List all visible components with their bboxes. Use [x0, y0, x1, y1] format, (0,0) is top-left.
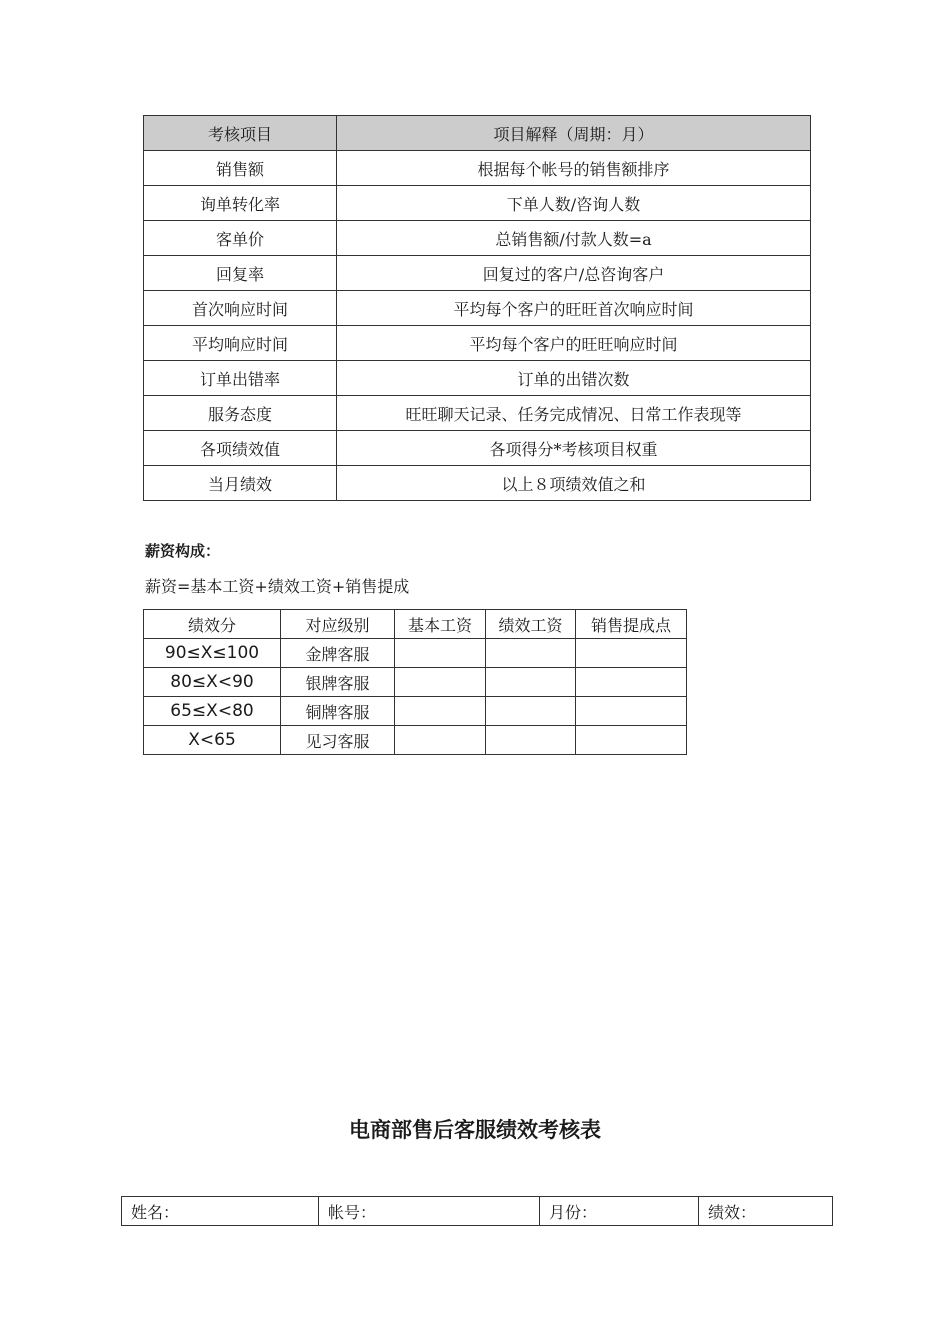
form-title: 电商部售后客服绩效考核表 — [349, 1118, 601, 1142]
column-header: 绩效工资 — [486, 610, 576, 639]
table-row — [144, 361, 811, 396]
table-cell: 见习客服 — [281, 726, 395, 755]
table-cell: 铜牌客服 — [281, 697, 395, 726]
salary-heading: 薪资构成： — [145, 542, 221, 560]
table-cell — [486, 726, 576, 755]
performance-field: 绩效： — [699, 1197, 833, 1226]
table-row — [144, 697, 687, 726]
account-field: 帐号： — [319, 1197, 540, 1226]
table-row — [144, 668, 687, 697]
table-cell: 总销售额/付款人数=a — [337, 221, 811, 256]
employee-info-table — [121, 1196, 833, 1226]
table-cell: 平均每个客户的旺旺首次响应时间 — [337, 291, 811, 326]
table-header-row — [144, 116, 811, 151]
table-cell: 银牌客服 — [281, 668, 395, 697]
assessment-table — [143, 115, 811, 501]
column-header: 对应级别 — [281, 610, 395, 639]
table-row — [144, 291, 811, 326]
table-cell: 90≤X≤100 — [144, 639, 281, 668]
table-row — [144, 186, 811, 221]
table-cell — [486, 639, 576, 668]
table-cell — [486, 668, 576, 697]
table-row — [144, 151, 811, 186]
table-cell: 销售额 — [144, 151, 337, 186]
column-header: 考核项目 — [144, 116, 337, 151]
table-cell: 当月绩效 — [144, 466, 337, 501]
table-row — [144, 431, 811, 466]
table-cell — [576, 697, 687, 726]
table-cell: 金牌客服 — [281, 639, 395, 668]
table-cell: 订单的出错次数 — [337, 361, 811, 396]
table-cell: 各项绩效值 — [144, 431, 337, 466]
table-cell: X<65 — [144, 726, 281, 755]
salary-formula: 薪资=基本工资+绩效工资+销售提成 — [145, 577, 410, 596]
name-field: 姓名： — [122, 1197, 319, 1226]
table-row — [144, 221, 811, 256]
column-header: 项目解释（周期：月） — [337, 116, 811, 151]
table-cell: 各项得分*考核项目权重 — [337, 431, 811, 466]
table-row — [144, 326, 811, 361]
table-row — [144, 726, 687, 755]
table-cell: 首次响应时间 — [144, 291, 337, 326]
table-cell: 服务态度 — [144, 396, 337, 431]
table-cell: 平均每个客户的旺旺响应时间 — [337, 326, 811, 361]
table-cell — [486, 697, 576, 726]
table-cell — [576, 668, 687, 697]
table-cell: 下单人数/咨询人数 — [337, 186, 811, 221]
table-cell: 回复率 — [144, 256, 337, 291]
table-cell: 询单转化率 — [144, 186, 337, 221]
table-cell: 根据每个帐号的销售额排序 — [337, 151, 811, 186]
table-cell: 回复过的客户/总咨询客户 — [337, 256, 811, 291]
table-row — [144, 639, 687, 668]
table-cell: 客单价 — [144, 221, 337, 256]
column-header: 绩效分 — [144, 610, 281, 639]
table-cell — [576, 639, 687, 668]
table-cell: 平均响应时间 — [144, 326, 337, 361]
month-field: 月份： — [540, 1197, 699, 1226]
table-row — [144, 396, 811, 431]
table-cell: 80≤X<90 — [144, 668, 281, 697]
table-cell — [576, 726, 687, 755]
table-cell: 65≤X<80 — [144, 697, 281, 726]
table-cell: 订单出错率 — [144, 361, 337, 396]
table-row — [122, 1197, 833, 1226]
table-row — [144, 466, 811, 501]
table-cell — [395, 726, 486, 755]
table-cell — [395, 668, 486, 697]
salary-table — [143, 609, 687, 755]
table-cell: 旺旺聊天记录、任务完成情况、日常工作表现等 — [337, 396, 811, 431]
table-cell: 以上８项绩效值之和 — [337, 466, 811, 501]
column-header: 基本工资 — [395, 610, 486, 639]
table-cell — [395, 639, 486, 668]
column-header: 销售提成点 — [576, 610, 687, 639]
table-row — [144, 256, 811, 291]
table-cell — [395, 697, 486, 726]
table-header-row — [144, 610, 687, 639]
